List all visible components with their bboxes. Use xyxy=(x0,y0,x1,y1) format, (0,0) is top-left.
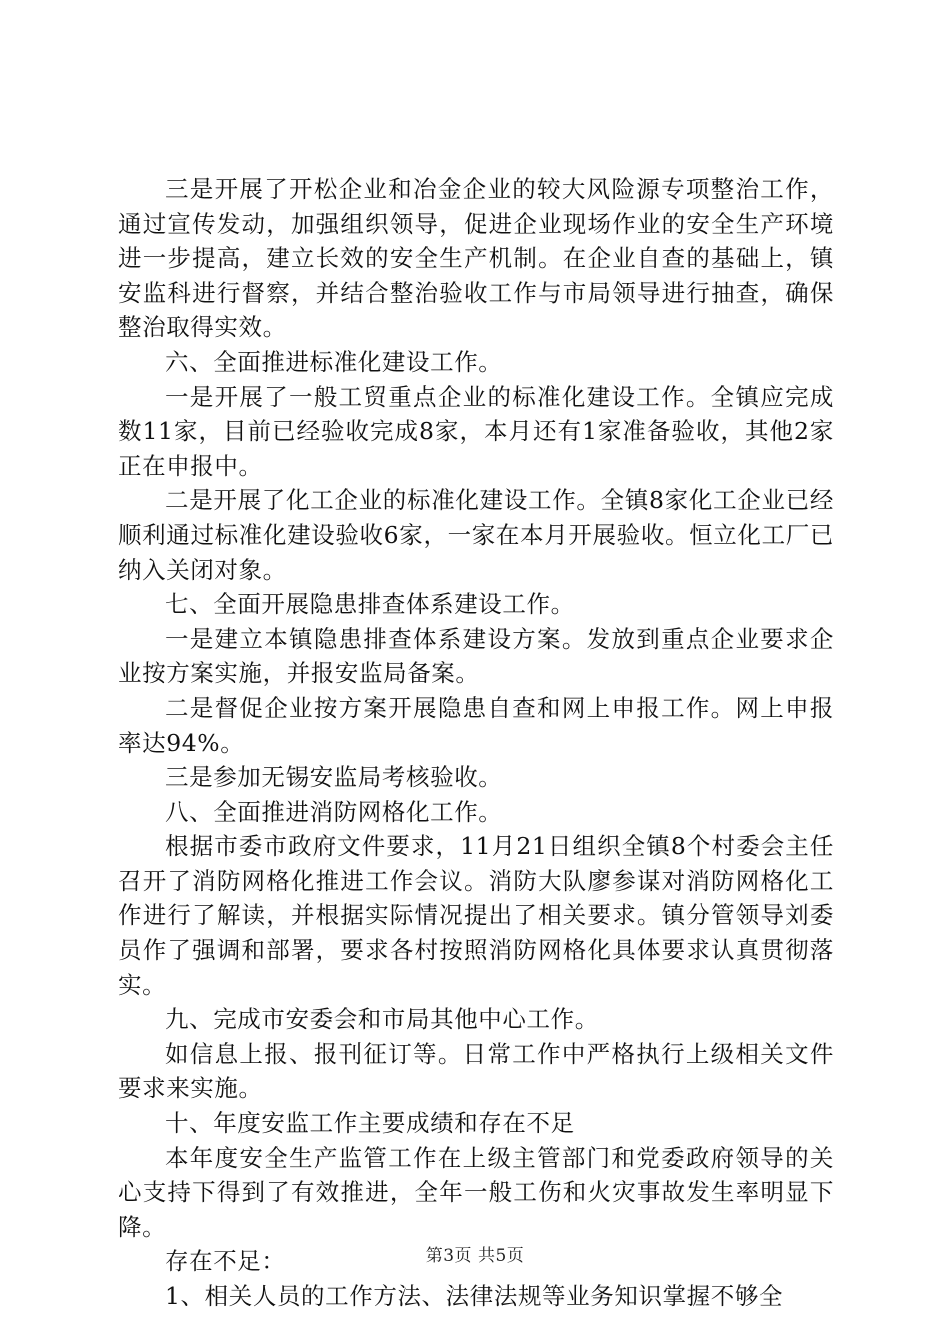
paragraph: 本年度安全生产监管工作在上级主管部门和党委政府领导的关心支持下得到了有效推进，全年一般工伤和火灾事故发生率明显下降。 xyxy=(118,1143,834,1241)
section-heading: 七、全面开展隐患排查体系建设工作。 xyxy=(165,590,575,619)
paragraph: 如信息上报、报刊征订等。日常工作中严格执行上级相关文件要求来实施。 xyxy=(118,1039,834,1103)
page-number-footer: 第3页 共5页 xyxy=(425,1246,525,1266)
paragraph: 根据市委市政府文件要求，11月21日组织全镇8个村委会主任召开了消防网格化推进工作会议。消防大队廖参谋对消防网格化工作进行了解读，并根据实际情况提出了相关要求。镇分管领导刘委员作了强调和部署，要求各村按照消防网格化具体要求认真贯彻落实。 xyxy=(118,832,834,999)
section-heading: 九、完成市安委会和市局其他中心工作。 xyxy=(165,1005,599,1034)
paragraph: 存在不足： xyxy=(165,1247,286,1276)
paragraph: 1、相关人员的工作方法、法律法规等业务知识掌握不够全 xyxy=(165,1282,784,1310)
paragraph: 三是开展了开松企业和冶金企业的较大风险源专项整治工作，通过宣传发动，加强组织领导，促进企业现场作业的安全生产环境进一步提高，建立长效的安全生产机制。在企业自查的基础上，镇安监科进行督察，并结合整治验收工作与市局领导进行抽查，确保整治取得实效。 xyxy=(118,175,834,342)
section-heading: 十、年度安监工作主要成绩和存在不足 xyxy=(165,1109,575,1138)
paragraph: 二是开展了化工企业的标准化建设工作。全镇8家化工企业已经顺利通过标准化建设验收6家，一家在本月开展验收。恒立化工厂已纳入关闭对象。 xyxy=(118,486,834,584)
section-heading: 八、全面推进消防网格化工作。 xyxy=(165,797,503,826)
paragraph: 二是督促企业按方案开展隐患自查和网上申报工作。网上申报率达94%。 xyxy=(118,693,834,757)
paragraph: 一是开展了一般工贸重点企业的标准化建设工作。全镇应完成数11家，目前已经验收完成8家，本月还有1家准备验收，其他2家正在申报中。 xyxy=(118,382,834,480)
section-heading: 六、全面推进标准化建设工作。 xyxy=(165,347,503,376)
paragraph: 一是建立本镇隐患排查体系建设方案。发放到重点企业要求企业按方案实施，并报安监局备案。 xyxy=(118,624,834,688)
document-body xyxy=(118,172,834,1314)
paragraph: 三是参加无锡安监局考核验收。 xyxy=(165,763,503,792)
